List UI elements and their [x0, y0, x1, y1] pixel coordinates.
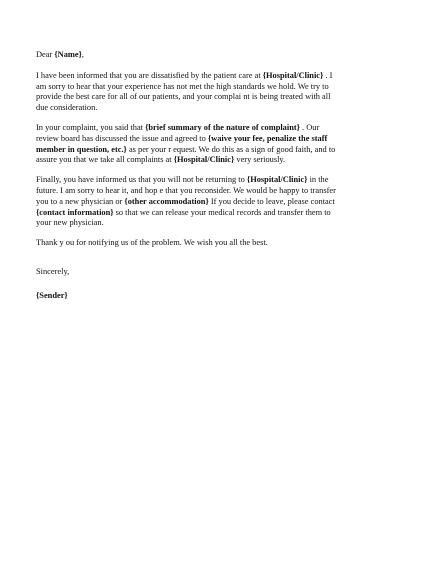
text-run: . I — [323, 70, 333, 80]
text-run: in the — [307, 175, 329, 185]
paragraph-dissatisfaction — [36, 71, 406, 114]
paragraph-thanks: Thank y ou for notifying us of the problem. We wish you all the best. — [36, 238, 268, 248]
closing: Sincerely, — [36, 266, 70, 276]
paragraph-line — [36, 145, 406, 156]
accommodation-placeholder: {other accommodation} — [124, 196, 209, 206]
paragraph-line — [36, 197, 406, 208]
paragraph-complaint — [36, 123, 406, 166]
paragraph-line: provide the best care for all of our patients, and your complai nt is being treated with all — [36, 92, 331, 102]
salutation-suffix: , — [81, 50, 84, 59]
hospital-placeholder: {Hospital/Clinic} — [173, 155, 235, 165]
paragraph-line — [36, 123, 406, 134]
paragraph-line: due consideration. — [36, 103, 98, 113]
recipient-name-placeholder: {Name} — [54, 50, 82, 59]
paragraph-transfer — [36, 175, 406, 229]
text-run: If you decide to leave, please contact — [208, 196, 335, 206]
complaint-summary-placeholder: {brief summary of the nature of complaint} — [145, 122, 300, 132]
paragraph-line — [36, 134, 406, 145]
paragraph-line: future. I am sorry to hear it, and hop e that you reconsider. We would be happy to transfer — [36, 185, 336, 195]
text-run: assure you that we take all complaints at — [36, 155, 174, 165]
paragraph-line: your new physician. — [36, 218, 104, 228]
contact-info-placeholder: {contact information} — [36, 207, 114, 217]
text-run: as per your r equest. We do this as a sign of good faith, and to — [126, 144, 336, 154]
paragraph-line — [36, 175, 406, 186]
salutation-prefix: Dear — [36, 50, 55, 59]
text-run: In your complaint, you said that — [36, 122, 146, 132]
hospital-placeholder: {Hospital/Clinic} — [262, 70, 324, 80]
paragraph-line: am sorry to hear that your experience has not met the high standards we hold. We try to — [36, 81, 329, 91]
text-run: you to a new physician or — [36, 196, 125, 206]
remedy-placeholder-cont: member in question, etc.} — [36, 144, 127, 154]
paragraph-line — [36, 208, 406, 219]
text-run: I have been informed that you are dissatisfied by the patient care at — [36, 70, 263, 80]
text-run: very seriously. — [234, 155, 286, 165]
text-run: . Our — [299, 122, 320, 132]
text-run: review board has discussed the issue and agreed to — [36, 133, 208, 143]
paragraph-line — [36, 71, 406, 82]
remedy-placeholder: {waive your fee, penalize the staff — [207, 133, 328, 143]
salutation — [36, 50, 406, 61]
paragraph-line — [36, 155, 406, 166]
sender-placeholder: {Sender} — [36, 290, 68, 300]
hospital-placeholder: {Hospital/Clinic} — [246, 175, 308, 185]
text-run: Finally, you have informed us that you will not be returning to — [36, 175, 247, 185]
text-run: so that we can release your medical records and transfer them to — [113, 207, 331, 217]
